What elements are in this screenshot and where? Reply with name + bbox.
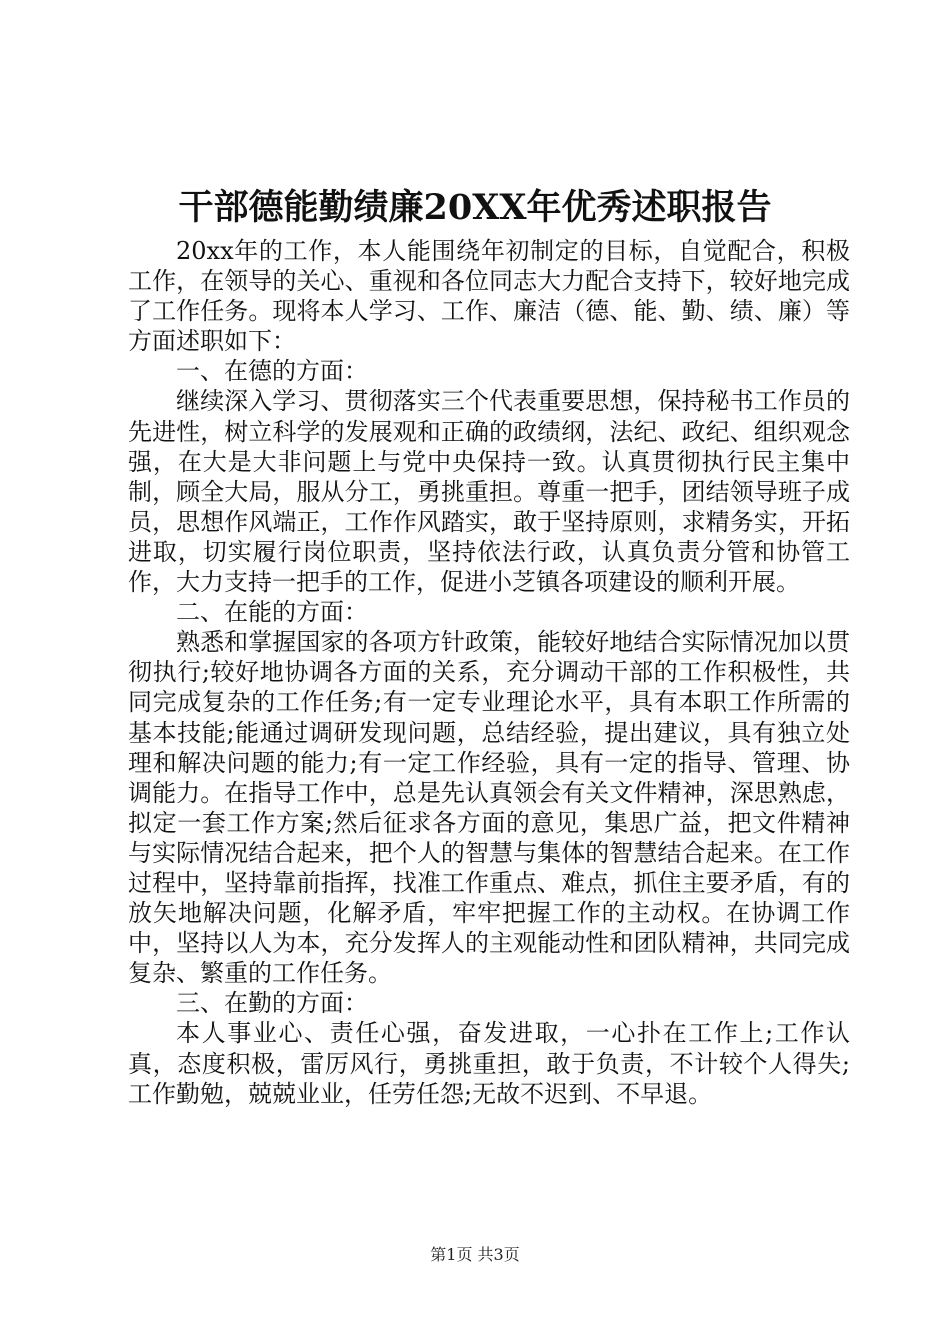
page-footer: 第1页 共3页 [430, 1245, 520, 1264]
section-heading-de: 一、在德的方面： [176, 357, 368, 386]
section-paragraph-neng: 熟悉和掌握国家的各项方针政策，能较好地结合实际情况加以贯彻执行;较好地协调各方面的关系，充分调动干部的工作积极性，共同完成复杂的工作任务;有一定专业理论水平，具有本职工作所需的基本技能;能通过调研发现问题，总结经验，提出建议，具有独立处理和解决问题的能力;有一定工作经验，具有一定的指导、管理、协调能力。在指导工作中，总是先认真领会有关文件精神，深思熟虑，拟定一套工作方案;然后征求各方面的意见，集思广益，把文件精神与实际情况结合起来，把个人的智慧与集体的智慧结合起来。在工作过程中，坚持靠前指挥，找准工作重点、难点，抓住主要矛盾，有的放矢地解决问题，化解矛盾，牢牢把握工作的主动权。在协调工作中，坚持以人为本，充分发挥人的主观能动性和团队精神，共同完成复杂、繁重的工作任务。 [128, 628, 850, 988]
section-paragraph-de: 继续深入学习、贯彻落实三个代表重要思想，保持秘书工作员的先进性，树立科学的发展观和正确的政绩纲，法纪、政纪、组织观念强，在大是大非问题上与党中央保持一致。认真贯彻执行民主集中制，顾全大局，服从分工，勇挑重担。尊重一把手，团结领导班子成员，思想作风端正，工作作风踏实，敢于坚持原则，求精务实，开拓进取，切实履行岗位职责，坚持依法行政，认真负责分管和协管工作，大力支持一把手的工作，促进小芝镇各项建设的顺利开展。 [128, 387, 850, 597]
intro-paragraph: 20xx年的工作，本人能围绕年初制定的目标，自觉配合，积极工作，在领导的关心、重视和各位同志大力配合支持下，较好地完成了工作任务。现将本人学习、工作、廉洁（德、能、勤、绩、廉）等方面述职如下： [128, 237, 850, 356]
section-heading-qin: 三、在勤的方面： [176, 989, 368, 1018]
document-body [128, 236, 850, 1109]
section-heading-neng: 二、在能的方面： [176, 598, 368, 627]
section-paragraph-qin: 本人事业心、责任心强，奋发进取，一心扑在工作上;工作认真，态度积极，雷厉风行，勇挑重担，敢于负责，不计较个人得失;工作勤勉，兢兢业业，任劳任怨;无故不迟到、不早退。 [128, 1019, 850, 1108]
document-title: 干部德能勤绩廉20XX年优秀述职报告 [178, 187, 772, 228]
